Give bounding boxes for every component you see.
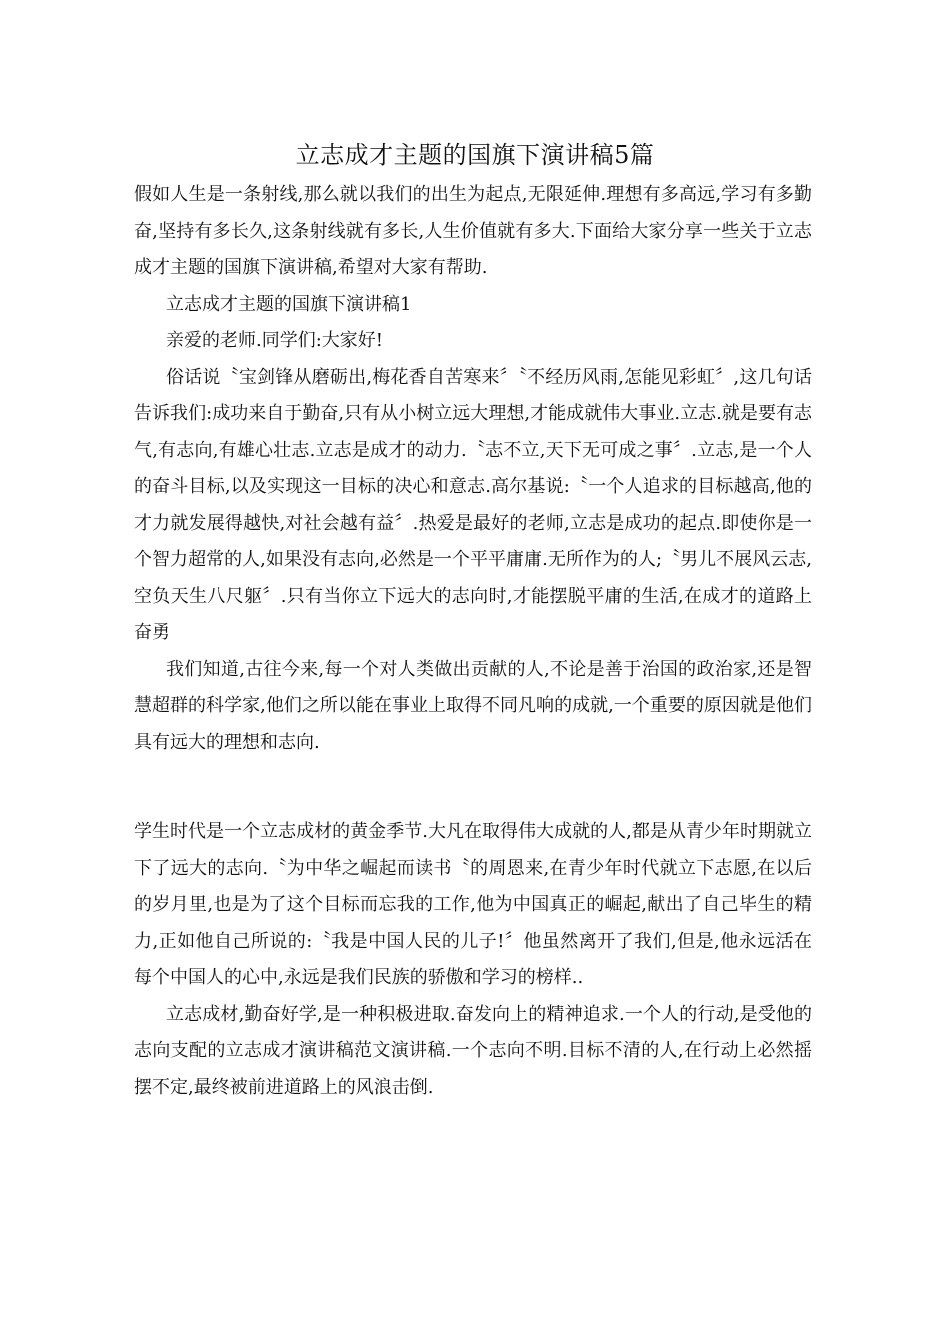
greeting-paragraph: 亲爱的老师.同学们:大家好! <box>166 330 384 351</box>
document-title: 立志成才主题的国旗下演讲稿5篇 <box>295 141 655 169</box>
body-section-bottom <box>134 814 812 1106</box>
body-paragraph: 立志成材,勤奋好学,是一种积极进取.奋发向上的精神追求.一个人的行动,是受他的志向支配的立志成才演讲稿范文演讲稿.一个志向不明.目标不清的人,在行动上必然摇摆不定,最终被前进道路上的风浪击倒. <box>134 1003 812 1098</box>
body-paragraph: 俗话说〝宝剑锋从磨砺出,梅花香自苦寒来〞〝不经历风雨,怎能见彩虹〞,这几句话告诉我们:成功来自于勤奋,只有从小树立远大理想,才能成就伟大事业.立志.就是要有志气,有志向,有雄心壮志.立志是成才的动力.〝志不立,天下无可成之事〞.立志,是一个人的奋斗目标,以及实现这一目标的决心和意志.高尔基说:〝一个人追求的目标越高,他的才力就发展得越快,对社会越有益〞.热爱是最好的老师,立志是成功的起点.即使你是一个智力超常的人,如果没有志向,必然是一个平平庸庸.无所作为的人;〝男儿不展风云志,空负天生八尺躯〞.只有当你立下远大的志向时,才能摆脱平庸的生活,在成才的道路上奋勇 <box>134 366 812 643</box>
body-paragraph: 我们知道,古往今来,每一个对人类做出贡献的人,不论是善于治国的政治家,还是智慧超群的科学家,他们之所以能在事业上取得不同凡响的成就,一个重要的原因就是他们具有远大的理想和志向. <box>134 658 812 753</box>
body-section-top <box>134 177 812 761</box>
body-paragraph: 学生时代是一个立志成材的黄金季节.大凡在取得伟大成就的人,都是从青少年时期就立下了远大的志向.〝为中华之崛起而读书〝的周恩来,在青少年时代就立下志愿,在以后的岁月里,也是为了这个目标而忘我的工作,他为中国真正的崛起,献出了自己毕生的精力,正如他自己所说的:〝我是中国人民的儿子!〞他虽然离开了我们,但是,他永远活在每个中国人的心中,永远是我们民族的骄傲和学习的榜样.. <box>134 821 812 988</box>
intro-paragraph: 假如人生是一条射线,那么就以我们的出生为起点,无限延伸.理想有多高远,学习有多勤奋,坚持有多长久,这条射线就有多长,人生价值就有多大.下面给大家分享一些关于立志成才主题的国旗下演讲稿,希望对大家有帮助. <box>134 184 812 278</box>
speech-heading: 立志成才主题的国旗下演讲稿1 <box>166 293 412 315</box>
